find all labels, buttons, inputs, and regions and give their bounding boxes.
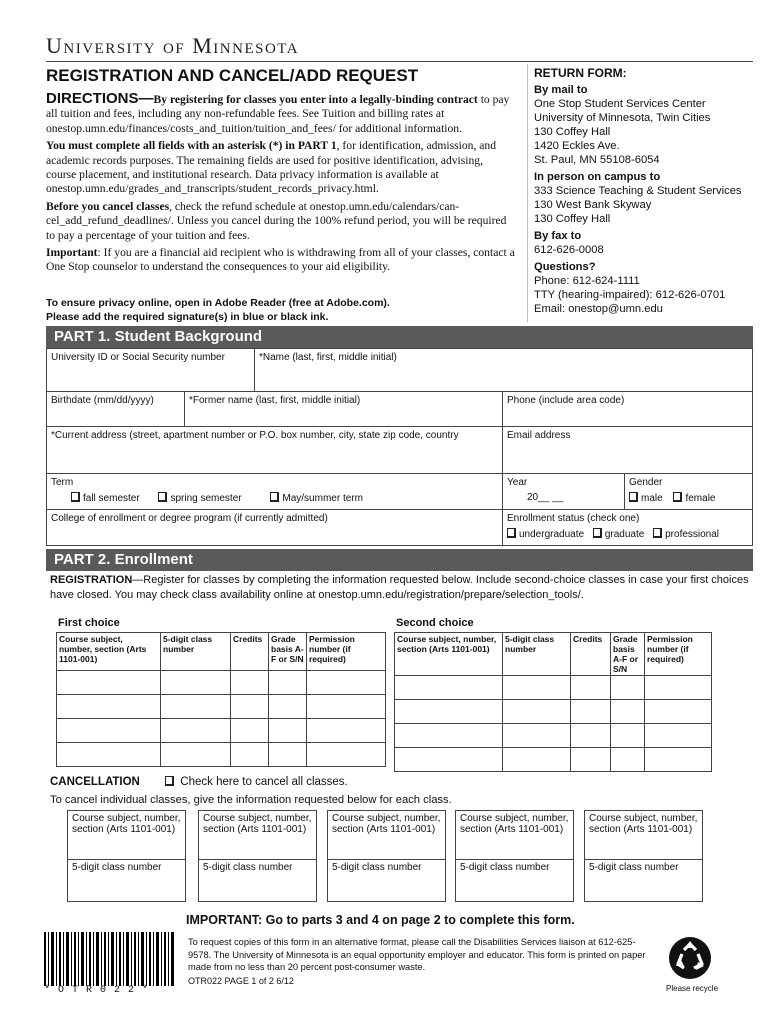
table-row[interactable] [395,724,712,748]
table-row[interactable] [395,700,712,724]
col-class-number: 5-digit class number [503,633,571,676]
cancel-course-3[interactable]: Course subject, number, section (Arts 1101-001) [327,810,446,860]
col-credits: Credits [231,633,269,671]
cancel-number-3[interactable]: 5-digit class number [327,859,446,902]
form-title: REGISTRATION AND CANCEL/ADD REQUEST [46,66,419,85]
year-field[interactable]: Year 20__ __ [502,473,625,510]
cancel-all-checkbox[interactable] [165,776,174,786]
term-field: Term fall semester spring semester May/summer term [46,473,503,510]
accessibility-note: To request copies of this form in an alternative format, please call the Disabilities Services liaison at 612-625-9578. The University of Minnesota is an equal opportunity employer and educator. This form is printed on paper made from no less than 20 percent post-consumer waste. [188,937,646,972]
table-row[interactable] [395,748,712,772]
gender-field: Gender male female [624,473,753,510]
female-checkbox[interactable] [673,492,682,502]
cancel-course-2[interactable]: Course subject, number, section (Arts 1101-001) [198,810,317,860]
email-field[interactable]: Email address [502,426,753,474]
grad-checkbox[interactable] [593,528,602,538]
phone-field[interactable]: Phone (include area code) [502,391,753,427]
second-choice-label: Second choice [396,617,474,629]
part1-heading: PART 1. Student Background [46,326,753,348]
header-rule [46,61,753,62]
address-field[interactable]: *Current address (street, apartment number or P.O. box number, city, state zip code, country [46,426,503,474]
spring-checkbox[interactable] [158,492,167,502]
col-permission: Permission number (if required) [645,633,712,676]
col-credits: Credits [571,633,611,676]
table-row[interactable] [57,743,386,767]
university-logo: University of Minnesota [46,33,300,58]
fall-checkbox[interactable] [71,492,80,502]
barcode [44,932,174,986]
col-grade: Grade basis A-F or S/N [269,633,307,671]
directions-lead: DIRECTIONS— [46,90,154,107]
first-choice-table [56,632,386,767]
college-field[interactable]: College of enrollment or degree program (if currently admitted) [46,509,503,546]
table-row[interactable] [57,719,386,743]
important-footer: IMPORTANT: Go to parts 3 and 4 on page 2 to complete this form. [186,913,575,927]
cancel-number-5[interactable]: 5-digit class number [584,859,703,902]
uid-field[interactable]: University ID or Social Security number [46,348,255,392]
cancel-instructions: To cancel individual classes, give the information requested below for each class. [50,794,452,806]
col-permission: Permission number (if required) [307,633,386,671]
registration-text: REGISTRATION—Register for classes by completing the information requested below. Include second-choice classes in case your first choices have closed. You may check class availability online at onestop.umn.edu/registration/prepare/selection_tools/. [50,574,749,601]
cancel-number-2[interactable]: 5-digit class number [198,859,317,902]
privacy-note: To ensure privacy online, open in Adobe Reader (free at Adobe.com). Please add the required signature(s) in blue or black ink. [46,297,390,323]
col-course: Course subject, number, section (Arts 1101-001) [395,633,503,676]
birthdate-field[interactable]: Birthdate (mm/dd/yyyy) [46,391,185,427]
second-choice-table [394,632,712,772]
male-checkbox[interactable] [629,492,638,502]
cancel-course-1[interactable]: Course subject, number, section (Arts 1101-001) [67,810,186,860]
recycle-icon [668,936,712,980]
barcode-text: *OTR022* [44,985,157,996]
enrollment-status-field: Enrollment status (check one) undergraduate graduate professional [502,509,753,546]
return-title: RETURN FORM: [534,66,627,80]
cancellation-row: CANCELLATION Check here to cancel all classes. [50,776,348,788]
name-field[interactable]: *Name (last, first, middle initial) [254,348,753,392]
summer-checkbox[interactable] [270,492,279,502]
prof-checkbox[interactable] [653,528,662,538]
table-row[interactable] [57,671,386,695]
recycle-label: Please recycle [666,984,719,993]
cancel-number-1[interactable]: 5-digit class number [67,859,186,902]
table-row[interactable] [57,695,386,719]
cancel-course-5[interactable]: Course subject, number, section (Arts 1101-001) [584,810,703,860]
col-class-number: 5-digit class number [161,633,231,671]
col-grade: Grade basis A-F or S/N [611,633,645,676]
first-choice-label: First choice [58,617,120,629]
form-id: OTR022 PAGE 1 of 2 6/12 [188,976,294,986]
part2-heading: PART 2. Enrollment [46,549,753,571]
cancel-course-4[interactable]: Course subject, number, section (Arts 1101-001) [455,810,574,860]
part1-section [46,326,753,546]
directions-block: DIRECTIONS—By registering for classes you enter into a legally-binding contract to pay all tuition and fees, including any non-refundable fees. See Tuition and billing rates at onestop.umn.edu/finances/costs_and_tuition/tuition_and_fees/ for additional information. You must complete all fields with an asterisk (*) in PART 1, for identification, admission, and academic records purposes. The remaining fields are used for positive identification, advising, course placement, and institutional research. Data privacy information is available at onestop.umn.edu/grades_and_transcripts/student_records_privacy.html. Before you cancel classes, check the refund schedule at onestop.umn.edu/calendars/can-cel_add_refund_deadlines/. Unless you cancel during the 100% refund period, you will be required to pay a percentage of your tuition and fees. Important: If you are a financial aid recipient who is withdrawing from all of your classes, contact a One Stop counselor to understand the consequences to your aid eligibility. [46,90,515,274]
former-name-field[interactable]: *Former name (last, first, middle initial) [184,391,503,427]
table-row[interactable] [395,676,712,700]
return-divider [527,64,528,322]
undergrad-checkbox[interactable] [507,528,516,538]
col-course: Course subject, number, section (Arts 1101-001) [57,633,161,671]
cancel-number-4[interactable]: 5-digit class number [455,859,574,902]
return-form-block: RETURN FORM: By mail to One Stop Student Services Center University of Minnesota, Twin Cities 130 Coffey Hall 1420 Eckles Ave. St. Paul, MN 55108-6054 In person on campus to 333 Science Teaching & Student Services 130 West Bank Skyway 130 Coffey Hall By fax to 612-626-0008 Questions? Phone: 612-624-1111 TTY (hearing-impaired): 612-626-0701 Email: onestop@umn.edu [534,66,764,316]
